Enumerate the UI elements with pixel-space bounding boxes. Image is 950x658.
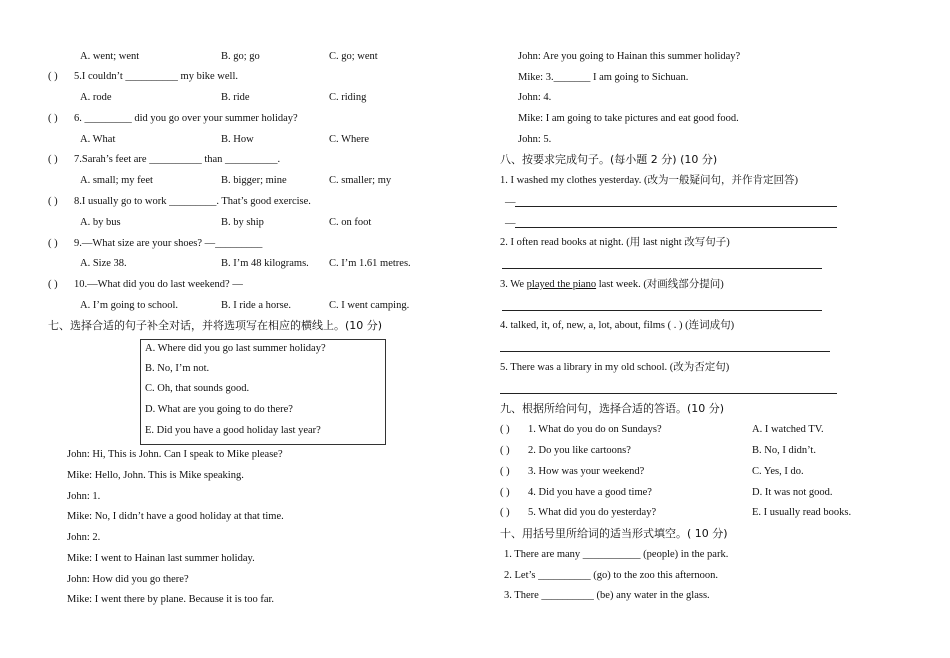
answer-line[interactable] xyxy=(515,227,837,228)
underlined-phrase: played the piano xyxy=(526,279,597,290)
answer-line[interactable] xyxy=(515,206,837,207)
s10-item: 3. There __________ (be) any water in the glass. xyxy=(504,590,710,601)
dialogue-line: Mike: I went to Hainan last summer holiday. xyxy=(67,553,255,564)
section-10-heading: 十、用括号里所给词的适当形式填空。( 10 分) xyxy=(500,527,728,540)
q4-option-c: C. go; went xyxy=(329,51,378,62)
options-box xyxy=(140,339,386,445)
answer-line[interactable] xyxy=(500,393,837,394)
option-e: E. Did you have a good holiday last year? xyxy=(145,425,321,436)
s10-item: 2. Let’s __________ (go) to the zoo this afternoon. xyxy=(504,570,719,581)
q10-paren: ( ) xyxy=(48,279,58,290)
s9-question: 1. What do you do on Sundays? xyxy=(528,424,662,435)
s9-question: 5. What did you do yesterday? xyxy=(528,507,657,518)
dialogue-line: Mike: No, I didn’t have a good holiday at that time. xyxy=(67,511,284,522)
option-c: C. Oh, that sounds good. xyxy=(145,383,250,394)
answer-dash: — xyxy=(505,218,516,229)
s9-answer: A. I watched TV. xyxy=(752,424,824,435)
q6-stem: 6. _________ did you go over your summer holiday? xyxy=(74,113,298,124)
q10-stem: 10.—What did you do last weekend? — xyxy=(74,279,243,290)
q5-stem: 5.I couldn’t __________ my bike well. xyxy=(74,71,238,82)
s8-question-3: 3. We played the piano last week. (对画线部分提问) xyxy=(500,279,724,290)
s9-paren: ( ) xyxy=(500,424,510,435)
dialogue-line: Mike: I am going to take pictures and eat good food. xyxy=(518,113,739,124)
q7-option-a: A. small; my feet xyxy=(80,175,153,186)
s9-question: 4. Did you have a good time? xyxy=(528,487,652,498)
answer-line[interactable] xyxy=(500,351,830,352)
dialogue-line: John: Hi, This is John. Can I speak to Mike please? xyxy=(67,449,283,460)
dialogue-line: John: 4. xyxy=(518,92,552,103)
answer-dash: — xyxy=(505,197,516,208)
s9-answer: D. It was not good. xyxy=(752,487,833,498)
answer-line[interactable] xyxy=(502,268,822,269)
dialogue-line: John: How did you go there? xyxy=(67,574,189,585)
s9-question: 2. Do you like cartoons? xyxy=(528,445,631,456)
dialogue-line: John: 1. xyxy=(67,491,101,502)
s10-item: 1. There are many ___________ (people) in the park. xyxy=(504,549,729,560)
dialogue-line: John: 5. xyxy=(518,134,552,145)
q10-option-c: C. I went camping. xyxy=(329,300,410,311)
s9-answer: B. No, I didn’t. xyxy=(752,445,816,456)
s8-question-4: 4. talked, it, of, new, a, lot, about, films ( . ) (连词成句) xyxy=(500,320,735,331)
q9-option-a: A. Size 38. xyxy=(80,258,127,269)
section-8-heading: 八、按要求完成句子。(每小题 2 分) (10 分) xyxy=(500,153,718,166)
q8-option-c: C. on foot xyxy=(329,217,372,228)
q7-option-b: B. bigger; mine xyxy=(221,175,287,186)
dialogue-line: Mike: Hello, John. This is Mike speaking. xyxy=(67,470,244,481)
s9-paren: ( ) xyxy=(500,466,510,477)
section-9-heading: 九、根据所给问句，选择合适的答语。(10 分) xyxy=(500,402,725,415)
s9-paren: ( ) xyxy=(500,487,510,498)
q9-paren: ( ) xyxy=(48,238,58,249)
q6-option-b: B. How xyxy=(221,134,254,145)
q6-paren: ( ) xyxy=(48,113,58,124)
q6-option-c: C. Where xyxy=(329,134,370,145)
section-7-heading: 七、选择合适的句子补全对话，并将选项写在相应的横线上。(10 分) xyxy=(48,319,383,332)
q8-option-a: A. by bus xyxy=(80,217,121,228)
q9-option-b: B. I’m 48 kilograms. xyxy=(221,258,309,269)
option-d: D. What are you going to do there? xyxy=(145,404,293,415)
dialogue-line: Mike: 3._______ I am going to Sichuan. xyxy=(518,72,689,83)
q5-option-c: C. riding xyxy=(329,92,367,103)
q4-option-b: B. go; go xyxy=(221,51,260,62)
q7-paren: ( ) xyxy=(48,154,58,165)
s9-answer: C. Yes, I do. xyxy=(752,466,804,477)
q5-paren: ( ) xyxy=(48,71,58,82)
s9-question: 3. How was your weekend? xyxy=(528,466,645,477)
q9-stem: 9.—What size are your shoes? —_________ xyxy=(74,238,263,249)
q5-option-a: A. rode xyxy=(80,92,112,103)
s8-question-5: 5. There was a library in my old school. (改为否定句) xyxy=(500,362,730,373)
s8-question-1: 1. I washed my clothes yesterday. (改为一般疑问句，并作肯定回答) xyxy=(500,175,798,186)
answer-line[interactable] xyxy=(502,310,822,311)
dialogue-line: Mike: I went there by plane. Because it is too far. xyxy=(67,594,275,605)
q10-option-a: A. I’m going to school. xyxy=(80,300,178,311)
q10-option-b: B. I ride a horse. xyxy=(221,300,291,311)
q7-stem: 7.Sarah’s feet are __________ than __________. xyxy=(74,154,281,165)
dialogue-line: John: 2. xyxy=(67,532,101,543)
s9-paren: ( ) xyxy=(500,445,510,456)
q7-option-c: C. smaller; my xyxy=(329,175,392,186)
q5-option-b: B. ride xyxy=(221,92,250,103)
q6-option-a: A. What xyxy=(80,134,116,145)
q8-stem: 8.I usually go to work _________. That’s good exercise. xyxy=(74,196,311,207)
s8-question-2: 2. I often read books at night. (用 last night 改写句子) xyxy=(500,237,730,248)
q9-option-c: C. I’m 1.61 metres. xyxy=(329,258,411,269)
s9-answer: E. I usually read books. xyxy=(752,507,852,518)
q8-paren: ( ) xyxy=(48,196,58,207)
q4-option-a: A. went; went xyxy=(80,51,140,62)
option-b: B. No, I’m not. xyxy=(145,363,210,374)
option-a: A. Where did you go last summer holiday? xyxy=(145,343,326,354)
q8-option-b: B. by ship xyxy=(221,217,264,228)
s9-paren: ( ) xyxy=(500,507,510,518)
dialogue-line: John: Are you going to Hainan this summer holiday? xyxy=(518,51,741,62)
